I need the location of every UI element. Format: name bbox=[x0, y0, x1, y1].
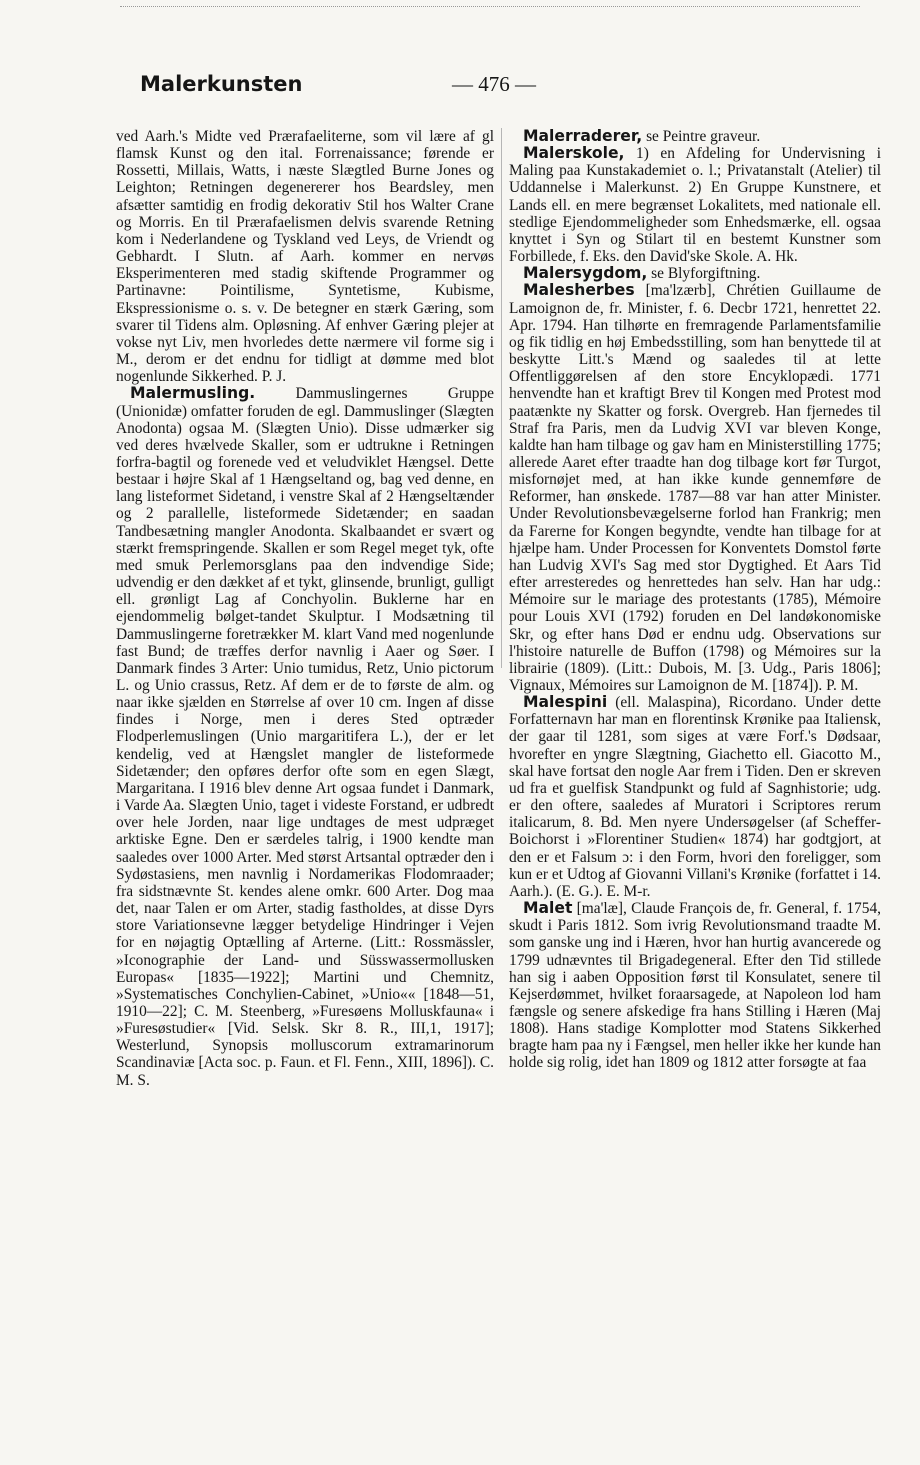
entry-malerskole bbox=[509, 145, 881, 265]
left-column bbox=[116, 128, 494, 1089]
running-head: Malerkunsten bbox=[140, 72, 303, 96]
entry-headword: Malespini bbox=[523, 693, 608, 712]
entry-text: 1) en Afdeling for Undervisning i Maling paa Kunstakademiet o. l.; Privatanstalt (Atelier) til Uddannelse i Malerkunst. 2) En Gruppe Kunstnere, et Lands ell. en mere begrænset Lokalitets, med nationale ell. stedlige Ejendommeligheder som Enhedsmærke, ell. ogsaa knyttet i Syn og Stilart til en bestemt Kunstner som Forbillede, f. Eks. den David'ske Skole. A. Hk. bbox=[509, 145, 881, 266]
entry-text: [ma'læ], Claude François de, fr. General, f. 1754, skudt i Paris 1812. Som ivrig Revolutionsmand traadte M. som ganske ung ind i Hæren, hvor han hurtig avancerede og 1799 udnævntes til Brigadegeneral. Efter den Tid stillede han sig i aaben Opposition først til Konsulatet, senere til Kejserdømmet, hvilket foraarsagede, at Napoleon lod ham fængsle og senere afskedige fra hans Stilling i Hæren (Maj 1808). Hans stadige Komplotter mod Statens Sikkerhed bragte ham paa ny i Fængsel, men heller ikke her kunde han holde sig rolig, idet han 1809 og 1812 atter forsøgte at faa bbox=[509, 900, 881, 1072]
entry-headword: Malerraderer, bbox=[523, 127, 643, 145]
entry-text: (ell. Malaspina), Ricordano. Under dette Forfatternavn har man en florentinsk Krønike paa Italiensk, der gaar til 1281, som siges at være Forf.'s Dødsaar, hvorefter en yngre Slægtning, Giachetto ell. Giacotto M., skal have fortsat den nogle Aar frem i Tiden. Den er skreven ud fra et guelfisk Standpunkt og fuld af Sagnhistorie; udg. er den oftere, saaledes af Muratori i Scriptores rerum italicarum, 8. Bd. Men nyere Undersøgelser (af Scheffer-Boichorst i »Florentiner Studien« 1874) har godtgjort, at den er et Falsum ɔ: i den Form, hvori den foreligger, som kun er et Udtog af Giovanni Villani's Krønike (forfattet i 14. Aarh.). (E. G.). E. M-r. bbox=[509, 694, 881, 900]
page-header bbox=[140, 72, 880, 102]
entry-headword: Malerskole, bbox=[523, 144, 625, 163]
column-divider bbox=[501, 128, 502, 668]
entry-text: Dammuslingernes Gruppe (Unionidæ) omfatter foruden de egl. Dammuslinger (Slægten Anodonta) ogsaa M. (Slægten Unio). Disse udmærker sig ved deres hvælvede Skaller, som er udtrukne i Retningen forfra-bagtil og forenede ved et veludviklet Hængsel. Dette bestaar i højre Skal af 1 Hængseltand og, bag ved denne, en lang listeformet Sidetand, i venstre Skal af 2 Hængseltænder og 2 parallelle, listeformede Sidetænder; en saadan Tandbesætning mangler Anodonta. Skalbaandet er svært og stærkt fremspringende. Skallen er som Regel meget tyk, ofte med smuk Perlemorsglans paa den indvendige Side; udvendig er den dækket af et tykt, glinsende, brunligt, gulligt ell. grønligt Lag af Conchyolin. Buklerne har en ejendommelig bølget-tandet Skulptur. I Modsætning til Dammuslingerne foretrækker M. klart Vand med nogenlunde fast Bund; de træffes derfor navnlig i Aaer og Søer. I Danmark findes 3 Arter: Unio tumidus, Retz, Unio pictorum L. og Unio crassus, Retz. Af dem er de to første de alm. og naar ikke sjælden en Størrelse af over 10 cm. Ingen af disse findes i Norge, men i deres Sted optræder Flodperlemuslingen (Unio margaritifera L.), der er let kendelig, ved at Hængslet mangler de listeformede Sidetænder; den opføres derfor ofte som en egen Slægt, Margaritana. I 1916 blev denne Art ogsaa fundet i Danmark, i Varde Aa. Slægten Unio, taget i videste Forstand, er udbredt over hele Jorden, naar lige undtages de mest udpræget arktiske Egne. Den er særdeles talrig, i 1900 kendte man saaledes over 1000 Arter. Med størst Artsantal optræder den i Sydøstasiens, men navnlig i Nordamerikas Flodomraader; fra sidstnævnte St. kendes alene omkr. 600 Arter. Dog maa det, naar Talen er om Arter, stadig fastholdes, at disse Dyrs store Variationsevne lægger betydelige Hindringer i Vejen for en nøjagtig Optælling af Arterne. (Litt.: Rossmässler, »Iconographie der Land- und Süsswassermollusken Europas« [1835—1922]; Martini und Chemnitz, »Systematisches Conchylien-Cabinet, »Unio«« [1848—51, 1910—22]; C. M. Steenberg, »Furesøens Molluskfauna« i »Furesøstudier« [Vid. Selsk. Skr 8. R., III,1, 1917]; Westerlund, Synopsis molluscorum extramarinorum Scandinaviæ [Acta soc. p. Faun. et Fl. Fenn., XIII, 1896]). C. M. S. bbox=[116, 385, 495, 1089]
top-edge-rule bbox=[120, 6, 860, 7]
entry-headword: Malersygdom, bbox=[523, 264, 648, 283]
entry-malersygdom bbox=[509, 265, 881, 282]
entry-text: se Peintre graveur. bbox=[646, 128, 761, 145]
entry-malesherbes bbox=[509, 282, 881, 694]
entry-headword: Malesherbes bbox=[523, 281, 635, 300]
entry-malermusling bbox=[116, 385, 494, 1088]
entry-headword: Malermusling. bbox=[130, 384, 256, 403]
entry-text: ved Aarh.'s Midte ved Prærafaeliterne, som vil lære af gl flamsk Kunst og den ital. Forrenaissance; førende er Rossetti, Millais, Watts, i næste Slægtled Burne Jones og Leighton; Retningen degenererer hos Beardsley, men afsætter samtidig en frodig dekorativ Stil hos Walter Crane og Morris. En til Prærafaelismen delvis svarende Retning kom i Nederlandene og Tyskland ved Leys, de Vriendt og Gebhardt. I Slutn. af Aarh. kommer en nervøs Eksperimenteren med stadig skiftende Programmer og Partinavne: Pointilisme, Syntetisme, Kubisme, Ekspressionisme o. s. v. De betegner en stærk Gæring, som svarer til Tidens alm. Opløsning. Af enhver Gæring plejer at vokse nyt Liv, men hvorledes dette nærmere vil forme sig i M., derom er det endnu for tidligt at dømme med blot nogenlunde Sikkerhed. P. J. bbox=[116, 128, 494, 386]
entry-text: se Blyforgiftning. bbox=[651, 265, 761, 283]
entry-text: [ma'lzærb], Chrétien Guillaume de Lamoignon de, fr. Minister, f. 6. Decbr 1721, henrettet 22. Apr. 1794. Han tilhørte en fremragende Parlamentsfamilie og fik tidlig en høj Embedsstilling, som han benyttede til at beskytte Litt.'s Mænd og saaledes til at lette Offentliggørelsen af den store Encyklopædi. 1771 henvendte han et kraftigt Brev til Kongen med Protest mod paatænkte ny Skatter og forsk. Overgreb. Han fjernedes til Straf fra Paris, men da Ludvig XVI var bleven Konge, kaldte han ham tilbage og gav ham en Ministerstilling 1775; allerede Aaret efter traadte han dog tilbage kort før Turgot, misfornøjet med, at han ikke kunde gennemføre de Reformer, han ønskede. 1787—88 var han atter Minister. Under Revolutionsbevægelserne forlod han Frankrig; men da Farerne for Kongen begyndte, vendte han tilbage for at hjælpe ham. Under Processen for Konventets Domstol førte han Ludvig XVI's Sag med stor Dygtighed. Et Aars Tid efter arresteredes og henrettedes han selv. Han har udg.: Mémoire sur le mariage des protestants (1785), Mémoire pour Louis XVI (1792) foruden en Del landøkonomiske Skr, og efter hans Død er endnu udg. Observations sur l'histoire naturelle de Buffon (1798) og Mémoires sur la librairie (1809). (Litt.: Dubois, M. [3. Udg., Paris 1806]; Vignaux, Mémoires sur Lamoignon de M. [1874]). P. M. bbox=[509, 282, 881, 694]
entry-malerraderer bbox=[509, 128, 881, 145]
entry-headword: Malet bbox=[523, 899, 573, 918]
page-number: — 476 — bbox=[452, 72, 536, 96]
entry-malerkunsten-continuation bbox=[116, 128, 494, 385]
right-column bbox=[509, 128, 881, 1072]
entry-malet bbox=[509, 900, 881, 1072]
entry-malespini bbox=[509, 694, 881, 900]
